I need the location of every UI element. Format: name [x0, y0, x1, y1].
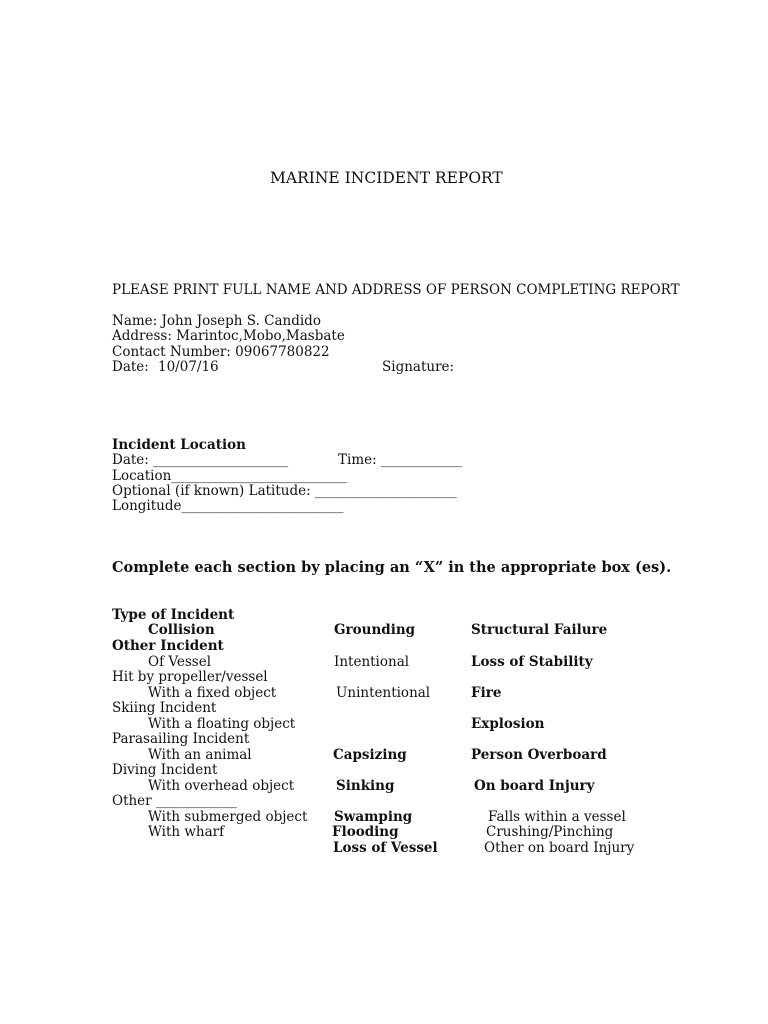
signature-label: Signature:: [382, 359, 455, 375]
print-instruction: PLEASE PRINT FULL NAME AND ADDRESS OF PERSON COMPLETING REPORT: [112, 282, 680, 298]
incident-latitude-field: Optional (if known) Latitude: _____________________: [112, 483, 457, 499]
option-swamping: Swamping: [334, 809, 413, 825]
option-parasailing-incident: Parasailing Incident: [112, 731, 250, 747]
option-with-wharf: With wharf: [148, 824, 225, 840]
option-structural-failure: Structural Failure: [471, 622, 608, 638]
option-capsizing: Capsizing: [333, 747, 407, 763]
option-of-vessel: Of Vessel: [148, 654, 212, 670]
option-overhead-object: With overhead object: [148, 778, 295, 794]
option-explosion: Explosion: [471, 716, 545, 732]
incident-longitude-field: Longitude________________________: [112, 498, 344, 514]
option-diving-incident: Diving Incident: [112, 762, 218, 778]
option-other: Other ____________: [112, 793, 237, 809]
report-title: MARINE INCIDENT REPORT: [270, 169, 503, 187]
other-incident-heading: Other Incident: [112, 638, 224, 654]
option-fire: Fire: [471, 685, 502, 701]
option-sinking: Sinking: [336, 778, 395, 794]
option-fixed-object: With a fixed object: [148, 685, 277, 701]
incident-time-field: Time: ____________: [338, 452, 462, 468]
option-collision: Collision: [148, 622, 215, 638]
checkbox-instruction: Complete each section by placing an “X” in the appropriate box (es).: [112, 559, 672, 576]
option-with-animal: With an animal: [148, 747, 252, 763]
option-submerged-object: With submerged object: [148, 809, 308, 825]
reporter-contact: Contact Number: 09067780822: [112, 344, 330, 360]
option-hit-by-propeller: Hit by propeller/vessel: [112, 669, 268, 685]
option-loss-of-vessel: Loss of Vessel: [333, 840, 438, 856]
option-floating-object: With a floating object: [148, 716, 296, 732]
incident-date-field: Date: ____________________: [112, 452, 289, 468]
option-grounding: Grounding: [334, 622, 416, 638]
option-crushing-pinching: Crushing/Pinching: [486, 824, 614, 840]
option-flooding: Flooding: [332, 824, 399, 840]
option-other-on-board-injury: Other on board Injury: [484, 840, 635, 856]
option-skiing-incident: Skiing Incident: [112, 700, 217, 716]
option-loss-of-stability: Loss of Stability: [471, 654, 593, 670]
option-person-overboard: Person Overboard: [471, 747, 607, 763]
option-intentional: Intentional: [334, 654, 410, 670]
option-on-board-injury: On board Injury: [474, 778, 595, 794]
reporter-address: Address: Marintoc,Mobo,Masbate: [112, 328, 345, 344]
incident-location-heading: Incident Location: [112, 437, 246, 453]
option-falls-within-vessel: Falls within a vessel: [488, 809, 626, 825]
option-unintentional: Unintentional: [336, 685, 431, 701]
reporter-name: Name: John Joseph S. Candido: [112, 313, 321, 329]
type-of-incident-heading: Type of Incident: [112, 607, 235, 623]
reporter-date-value: 10/07/16: [158, 359, 219, 375]
incident-location-field: Location__________________________: [112, 468, 347, 484]
reporter-date-label: Date:: [112, 359, 149, 375]
